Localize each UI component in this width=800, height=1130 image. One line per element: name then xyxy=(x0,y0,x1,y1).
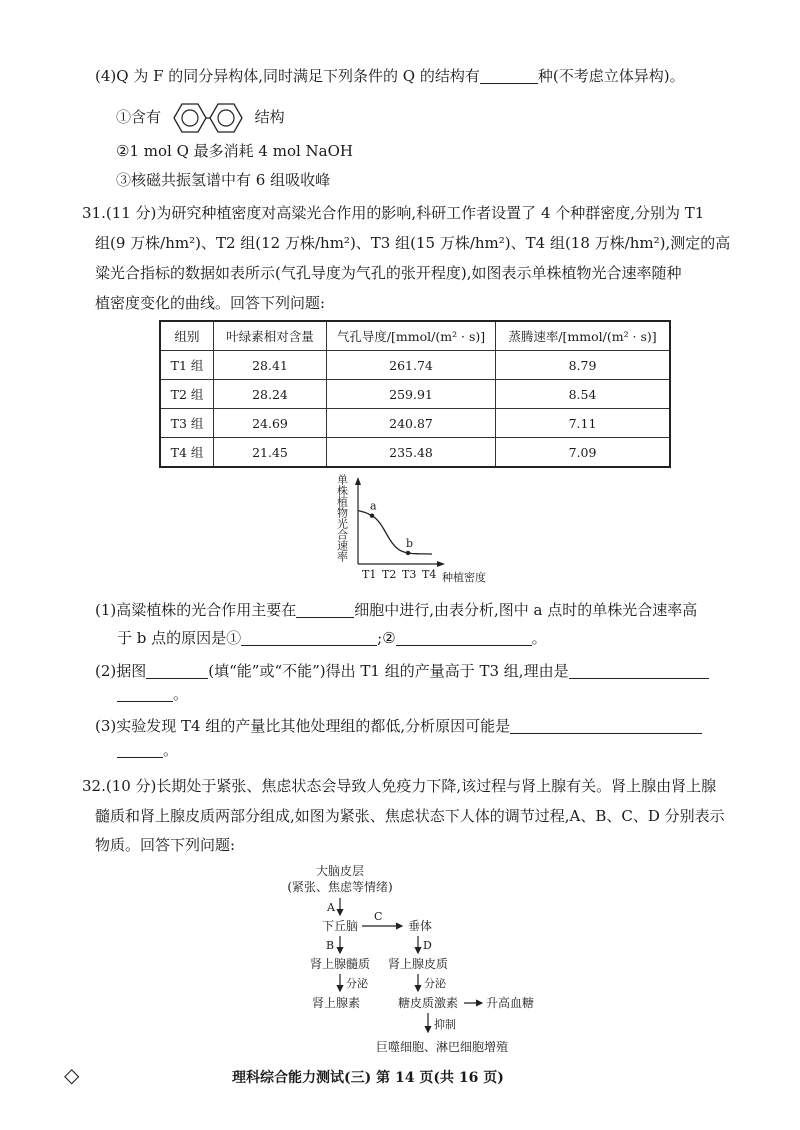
node-hypothalamus: 下丘脑 xyxy=(321,919,359,933)
answer-blank[interactable] xyxy=(146,662,208,679)
q30-stem-b: 种(不考虑立体异构)。 xyxy=(537,67,685,85)
x-tick-label: T2 xyxy=(382,568,397,581)
table-header-cell: 气孔导度/[mmol/(m² · s)] xyxy=(327,321,496,351)
table-cell: 7.09 xyxy=(496,438,671,468)
label-b: B xyxy=(326,939,335,952)
q30-cond2: ②1 mol Q 最多消耗 4 mol NaOH xyxy=(116,142,353,160)
biphenyl-structure xyxy=(166,101,250,135)
q31-line2: 组(9 万株/hm²)、T2 组(12 万株/hm²)、T3 组(15 万株/hm²)、T4 组(18 万株/hm²),测定的高 xyxy=(95,234,731,252)
answer-blank[interactable] xyxy=(117,741,163,758)
answer-blank[interactable] xyxy=(241,629,377,646)
point-a xyxy=(370,514,374,518)
regulation-diagram xyxy=(270,860,550,1060)
q31-sub2-line1 xyxy=(95,661,709,681)
node-cortex: 大脑皮层 xyxy=(315,864,365,878)
table-header-cell: 叶绿素相对含量 xyxy=(214,321,327,351)
q31-sub2-line2 xyxy=(117,684,188,704)
series-line xyxy=(358,511,432,554)
q31-sub2-b: (填“能”或“不能”)得出 T1 组的产量高于 T3 组,理由是 xyxy=(208,662,569,680)
q30-cond1-a: ①含有 xyxy=(116,108,162,126)
q31-sub1-a: (1)高粱植株的光合作用主要在 xyxy=(95,601,297,619)
q32-line1: 32.(10 分)长期处于紧张、焦虑状态会导致人免疫力下降,该过程与肾上腺有关。肾上腺由肾上腺 xyxy=(82,777,717,795)
q31-sub3-a: (3)实验发现 T4 组的产量比其他处理组的都低,分析原因可能是 xyxy=(95,717,511,735)
q30-stem-a: (4)Q 为 F 的同分异构体,同时满足下列条件的 Q 的结构有 xyxy=(95,67,480,85)
x-tick-label: T3 xyxy=(402,568,417,581)
diamond-icon: ◇ xyxy=(64,1063,80,1087)
q31-line3: 粱光合指标的数据如表所示(气孔导度为气孔的张开程度),如图表示单株植物光合速率随种 xyxy=(95,264,682,282)
answer-blank[interactable] xyxy=(569,662,709,679)
answer-blank[interactable] xyxy=(296,601,354,618)
answer-blank[interactable] xyxy=(480,67,538,84)
table-cell: T4 组 xyxy=(160,438,214,468)
table-cell: 28.41 xyxy=(214,351,327,380)
q31-sub1-line2 xyxy=(117,628,547,648)
table-row xyxy=(160,438,670,468)
q31-line4: 植密度变化的曲线。回答下列问题: xyxy=(95,294,326,312)
table-cell: 259.91 xyxy=(327,380,496,409)
label-a: A xyxy=(327,901,335,914)
table-cell: 261.74 xyxy=(327,351,496,380)
q31-sub1-b: 细胞中进行,由表分析,图中 a 点时的单株光合速率高 xyxy=(354,601,698,619)
table-cell: T3 组 xyxy=(160,409,214,438)
q31-sub3-end: 。 xyxy=(163,741,179,759)
q31-sub3-line1 xyxy=(95,716,702,736)
label-c: C xyxy=(374,910,383,923)
answer-blank[interactable] xyxy=(396,629,532,646)
table-cell: 240.87 xyxy=(327,409,496,438)
node-adrenaline: 肾上腺素 xyxy=(311,996,361,1010)
table-cell: 28.24 xyxy=(214,380,327,409)
q31-sub1-d: ;② xyxy=(377,629,396,647)
answer-blank[interactable] xyxy=(117,685,173,702)
q32-line3: 物质。回答下列问题: xyxy=(95,836,236,854)
table-cell: 8.54 xyxy=(496,380,671,409)
node-pituitary: 垂体 xyxy=(407,919,433,933)
table-cell: 21.45 xyxy=(214,438,327,468)
q30-cond3: ③核磁共振氢谱中有 6 组吸收峰 xyxy=(116,171,331,189)
point-b-label: b xyxy=(406,536,414,550)
q31-line1: 31.(11 分)为研究种植密度对高粱光合作用的影响,科研工作者设置了 4 个种群密度,分别为 T1 xyxy=(82,204,705,222)
x-tick-label: T1 xyxy=(362,568,377,581)
table-cell: 24.69 xyxy=(214,409,327,438)
table-header-row xyxy=(160,321,670,351)
table-cell: T2 组 xyxy=(160,380,214,409)
node-adrenal-cortex: 肾上腺皮质 xyxy=(387,957,449,971)
node-cells: 巨噬细胞、淋巴细胞增殖 xyxy=(375,1040,509,1054)
table-cell: T1 组 xyxy=(160,351,214,380)
chart-xlabel: 种植密度 xyxy=(442,571,486,584)
label-d: D xyxy=(423,939,432,952)
node-emotion: (紧张、焦虑等情绪) xyxy=(287,880,393,894)
q31-sub2-a: (2)据图 xyxy=(95,662,147,680)
page-footer: 理科综合能力测试(三) 第 14 页(共 16 页) xyxy=(232,1070,504,1086)
chart-ylabel: 单株植物光合速率 xyxy=(335,474,349,562)
table-cell: 8.79 xyxy=(496,351,671,380)
table-header-cell: 组别 xyxy=(160,321,214,351)
node-medulla: 肾上腺髓质 xyxy=(309,957,371,971)
node-blood-sugar: 升高血糖 xyxy=(486,996,535,1010)
x-axis-arrow xyxy=(437,561,445,567)
q31-sub1-line1 xyxy=(95,600,697,620)
label-inhibit: 抑制 xyxy=(434,1018,456,1031)
table-row xyxy=(160,380,670,409)
answer-blank[interactable] xyxy=(510,717,702,734)
table-cell: 235.48 xyxy=(327,438,496,468)
table-header-cell: 蒸腾速率/[mmol/(m² · s)] xyxy=(496,321,671,351)
q31-sub2-end: 。 xyxy=(173,685,189,703)
label-secrete2: 分泌 xyxy=(424,977,446,990)
q30-cond1-b: 结构 xyxy=(254,108,285,126)
table-row xyxy=(160,409,670,438)
rate-chart xyxy=(330,472,510,590)
q31-sub1-c: 于 b 点的原因是① xyxy=(117,629,242,647)
q32-line2: 髓质和肾上腺皮质两部分组成,如图为紧张、焦虑状态下人体的调节过程,A、B、C、D 分别表示 xyxy=(95,807,725,825)
point-a-label: a xyxy=(370,499,377,513)
node-glucocorticoid: 糖皮质激素 xyxy=(397,996,459,1010)
data-table xyxy=(159,320,671,468)
y-axis-arrow xyxy=(355,477,361,485)
x-tick-label: T4 xyxy=(422,568,437,581)
q31-sub3-line2 xyxy=(117,740,178,760)
label-secrete1: 分泌 xyxy=(346,977,368,990)
table-cell: 7.11 xyxy=(496,409,671,438)
q30-stem xyxy=(95,66,685,86)
q30-cond1 xyxy=(116,101,285,135)
point-b xyxy=(406,551,410,555)
q31-sub1-e: 。 xyxy=(531,629,547,647)
table-row xyxy=(160,351,670,380)
